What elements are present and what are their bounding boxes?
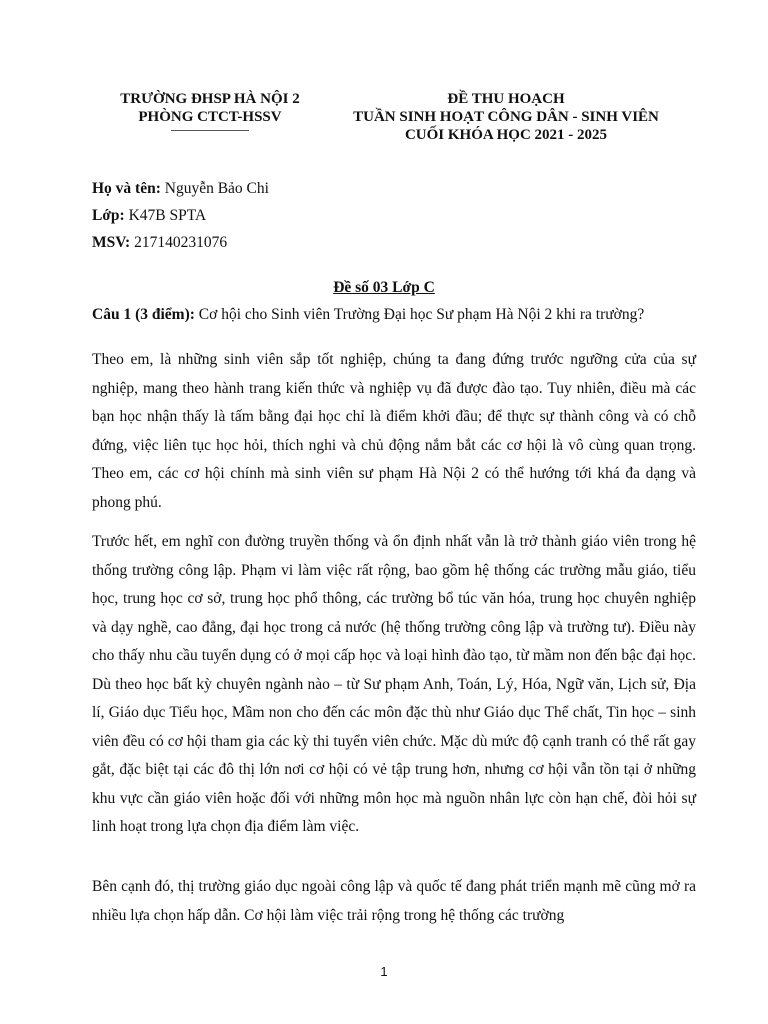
answer-paragraph-2: Trước hết, em nghĩ con đường truyền thống và ổn định nhất vẫn là trở thành giáo viên trong hệ thống trường công lập. Phạm vi làm việc rất rộng, bao gồm hệ thống các trường mẫu giáo, tiểu học, trung học cơ sở, trung học phổ thông, các trường bổ túc văn hóa, trung học chuyên nghiệp và dạy nghề, cao đẳng, đại học trong cả nước (hệ thống trường công lập và trường tư). Điều này cho thấy nhu cầu tuyển dụng có ở mọi cấp học và loại hình đào tạo, từ mầm non đến bậc đại học. Dù theo học bất kỳ chuyên ngành nào – từ Sư phạm Anh, Toán, Lý, Hóa, Ngữ văn, Lịch sử, Địa lí, Giáo dục Tiểu học, Mầm non cho đến các môn đặc thù như Giáo dục Thể chất, Tin học – sinh viên đều có cơ hội tham gia các kỳ thi tuyển viên chức. Mặc dù mức độ cạnh tranh có thể rất gay gắt, đặc biệt tại các đô thị lớn nơi cơ hội có vẻ tập trung hơn, nhưng cơ hội vẫn tồn tại ở những khu vực cần giáo viên hoặc đối với những môn học mà nguồn nhân lực còn hạn chế, đòi hỏi sự linh hoạt trong lựa chọn địa điểm làm việc. bbox=[92, 533, 696, 835]
department-name: PHÒNG CTCT-HSSV bbox=[138, 109, 282, 125]
document-title-header bbox=[330, 90, 682, 144]
question-line bbox=[92, 306, 702, 324]
exam-title: Đề số 03 Lớp C bbox=[333, 279, 435, 296]
question-text: Cơ hội cho Sinh viên Trường Đại học Sư phạm Hà Nội 2 khi ra trường? bbox=[194, 306, 645, 323]
student-class-label: Lớp: bbox=[92, 207, 125, 224]
student-name-label: Họ và tên: bbox=[92, 180, 161, 197]
question-label: Câu 1 (3 điểm): bbox=[92, 306, 195, 323]
student-name-line bbox=[92, 180, 269, 198]
student-class-value: K47B SPTA bbox=[124, 207, 207, 224]
student-id-value: 217140231076 bbox=[130, 234, 228, 251]
answer-paragraph-1: Theo em, là những sinh viên sắp tốt nghiệp, chúng ta đang đứng trước ngưỡng cửa của sự nghiệp, mang theo hành trang kiến thức và nghiệp vụ đã được đào tạo. Tuy nhiên, điều mà các bạn học nhận thấy là tấm bằng đại học chỉ là điểm khởi đầu; để thực sự thành công và có chỗ đứng, việc liên tục học hỏi, thích nghi và chủ động nắm bắt các cơ hội là vô cùng quan trọng. Theo em, các cơ hội chính mà sinh viên sư phạm Hà Nội 2 có thể hướng tới khá đa dạng và phong phú. bbox=[92, 351, 696, 511]
document-subtitle: TUẦN SINH HOẠT CÔNG DÂN - SINH VIÊN bbox=[353, 109, 659, 125]
document-title: ĐỀ THU HOẠCH bbox=[447, 91, 565, 107]
document-course-period: CUỐI KHÓA HỌC 2021 - 2025 bbox=[404, 127, 608, 143]
page-number: 1 bbox=[380, 964, 388, 979]
student-class-line bbox=[92, 207, 206, 225]
institution-header bbox=[96, 90, 324, 131]
student-id-label: MSV: bbox=[92, 234, 131, 251]
answer-paragraph-3: Bên cạnh đó, thị trường giáo dục ngoài công lập và quốc tế đang phát triển mạnh mẽ cũng mở ra nhiều lựa chọn hấp dẫn. Cơ hội làm việc trải rộng trong hệ thống các trường bbox=[92, 878, 696, 924]
student-name-value: Nguyễn Bảo Chi bbox=[160, 180, 269, 197]
header-underline bbox=[171, 130, 249, 131]
university-name: TRƯỜNG ĐHSP HÀ NỘI 2 bbox=[120, 91, 300, 107]
student-id-line bbox=[92, 234, 227, 252]
